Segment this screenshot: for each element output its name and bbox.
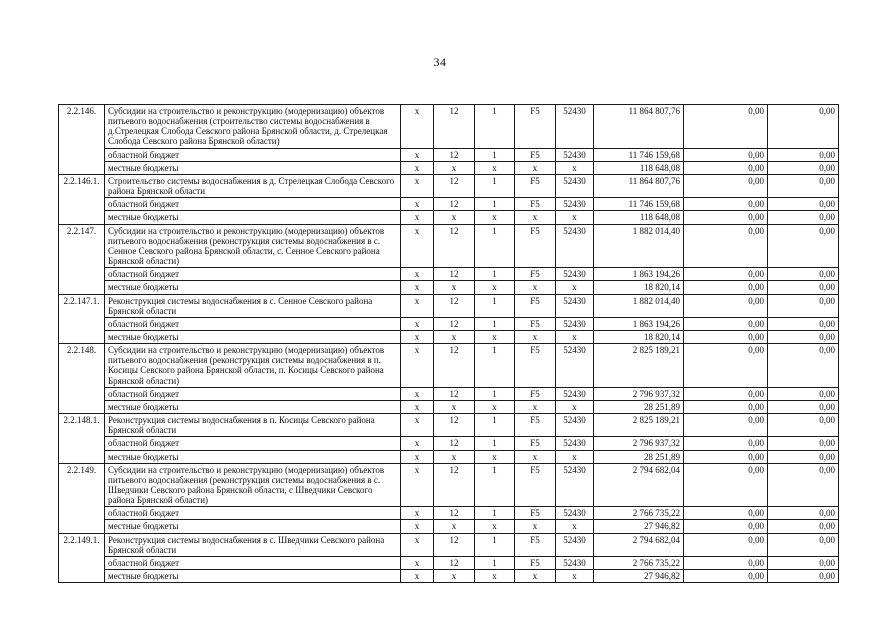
budget-column-3-cell: x: [475, 520, 515, 533]
budget-source-cell: областной бюджет: [105, 317, 401, 330]
budget-column-1-cell: x: [401, 520, 434, 533]
budget-source-cell: областной бюджет: [105, 387, 401, 400]
budget-column-4-cell: F5: [515, 268, 556, 281]
budget-column-4-cell: F5: [515, 463, 556, 507]
amount-year-2-cell: 0,00: [684, 317, 768, 330]
amount-cell: 2 766 735,22: [594, 556, 684, 569]
budget-column-4-cell: x: [515, 520, 556, 533]
budget-column-3-cell: 1: [475, 148, 515, 161]
budget-column-5-cell: 52430: [556, 414, 594, 437]
budget-column-2-cell: 12: [434, 414, 475, 437]
page-number: 34: [433, 55, 447, 69]
budget-source-cell: областной бюджет: [105, 268, 401, 281]
budget-column-5-cell: x: [556, 211, 594, 224]
table-row-item: [59, 105, 839, 149]
budget-column-2-cell: 12: [434, 317, 475, 330]
budget-column-1-cell: x: [401, 268, 434, 281]
amount-cell: 18 820,14: [594, 281, 684, 294]
amount-year-3-cell: 0,00: [768, 450, 839, 463]
amount-year-2-cell: 0,00: [684, 437, 768, 450]
budget-column-4-cell: x: [515, 450, 556, 463]
budget-column-3-cell: x: [475, 330, 515, 343]
amount-year-2-cell: 0,00: [684, 570, 768, 583]
budget-column-3-cell: 1: [475, 294, 515, 317]
amount-year-3-cell: 0,00: [768, 463, 839, 507]
amount-year-2-cell: 0,00: [684, 268, 768, 281]
item-code-cell: 2.2.149.: [59, 463, 105, 533]
budget-column-1-cell: x: [401, 507, 434, 520]
table-row-item: [59, 174, 839, 197]
table-row-item: [59, 294, 839, 317]
budget-column-1-cell: x: [401, 463, 434, 507]
table-row-budget-source: [59, 400, 839, 413]
amount-year-3-cell: 0,00: [768, 105, 839, 149]
amount-year-3-cell: 0,00: [768, 294, 839, 317]
budget-column-4-cell: F5: [515, 387, 556, 400]
budget-column-5-cell: 52430: [556, 533, 594, 556]
budget-column-1-cell: x: [401, 148, 434, 161]
budget-column-3-cell: 1: [475, 533, 515, 556]
amount-cell: 11 864 807,76: [594, 105, 684, 149]
amount-cell: 118 648,08: [594, 161, 684, 174]
table-row-budget-source: [59, 507, 839, 520]
amount-year-2-cell: 0,00: [684, 198, 768, 211]
amount-year-2-cell: 0,00: [684, 520, 768, 533]
budget-column-3-cell: x: [475, 450, 515, 463]
table-row-budget-source: [59, 317, 839, 330]
budget-column-5-cell: x: [556, 570, 594, 583]
budget-column-5-cell: 52430: [556, 148, 594, 161]
table-row-item: [59, 224, 839, 268]
budget-column-1-cell: x: [401, 174, 434, 197]
amount-cell: 1 882 014,40: [594, 294, 684, 317]
amount-year-2-cell: 0,00: [684, 533, 768, 556]
budget-column-2-cell: 12: [434, 437, 475, 450]
amount-year-2-cell: 0,00: [684, 330, 768, 343]
budget-column-2-cell: 12: [434, 224, 475, 268]
budget-column-2-cell: 12: [434, 294, 475, 317]
amount-year-3-cell: 0,00: [768, 556, 839, 569]
amount-year-3-cell: 0,00: [768, 344, 839, 388]
amount-year-2-cell: 0,00: [684, 174, 768, 197]
budget-column-4-cell: x: [515, 570, 556, 583]
budget-column-1-cell: x: [401, 450, 434, 463]
amount-year-2-cell: 0,00: [684, 344, 768, 388]
item-description-cell: Строительство системы водоснабжения в д. Стрелецкая Слобода Севского района Брянской области: [105, 174, 401, 197]
budget-column-3-cell: 1: [475, 414, 515, 437]
budget-source-cell: местные бюджеты: [105, 520, 401, 533]
item-code-cell: 2.2.146.: [59, 105, 105, 175]
budget-column-4-cell: F5: [515, 174, 556, 197]
amount-cell: 2 796 937,32: [594, 387, 684, 400]
budget-column-3-cell: x: [475, 161, 515, 174]
amount-cell: 1 882 014,40: [594, 224, 684, 268]
amount-cell: 27 946,82: [594, 520, 684, 533]
amount-year-2-cell: 0,00: [684, 507, 768, 520]
table-row-budget-source: [59, 161, 839, 174]
budget-column-1-cell: x: [401, 281, 434, 294]
budget-column-2-cell: x: [434, 520, 475, 533]
budget-column-5-cell: 52430: [556, 268, 594, 281]
amount-year-3-cell: 0,00: [768, 387, 839, 400]
amount-year-2-cell: 0,00: [684, 148, 768, 161]
amount-cell: 2 825 189,21: [594, 414, 684, 437]
amount-cell: 11 746 159,68: [594, 198, 684, 211]
table-row-budget-source: [59, 211, 839, 224]
budget-column-1-cell: x: [401, 330, 434, 343]
amount-year-3-cell: 0,00: [768, 400, 839, 413]
budget-column-5-cell: 52430: [556, 437, 594, 450]
budget-source-cell: областной бюджет: [105, 198, 401, 211]
amount-year-3-cell: 0,00: [768, 281, 839, 294]
budget-column-1-cell: x: [401, 224, 434, 268]
budget-column-5-cell: 52430: [556, 105, 594, 149]
budget-column-3-cell: 1: [475, 507, 515, 520]
budget-column-4-cell: F5: [515, 437, 556, 450]
budget-column-3-cell: x: [475, 281, 515, 294]
amount-year-2-cell: 0,00: [684, 556, 768, 569]
budget-column-2-cell: x: [434, 161, 475, 174]
amount-year-3-cell: 0,00: [768, 533, 839, 556]
budget-column-3-cell: 1: [475, 105, 515, 149]
budget-column-4-cell: F5: [515, 317, 556, 330]
budget-column-2-cell: x: [434, 570, 475, 583]
budget-column-2-cell: 12: [434, 268, 475, 281]
budget-column-1-cell: x: [401, 414, 434, 437]
budget-column-4-cell: x: [515, 330, 556, 343]
table-row-budget-source: [59, 570, 839, 583]
budget-column-4-cell: F5: [515, 148, 556, 161]
amount-year-2-cell: 0,00: [684, 294, 768, 317]
budget-column-1-cell: x: [401, 387, 434, 400]
budget-source-cell: областной бюджет: [105, 148, 401, 161]
table-row-item: [59, 533, 839, 556]
budget-source-cell: местные бюджеты: [105, 570, 401, 583]
budget-column-1-cell: x: [401, 570, 434, 583]
budget-column-1-cell: x: [401, 344, 434, 388]
budget-column-3-cell: x: [475, 400, 515, 413]
budget-column-4-cell: F5: [515, 533, 556, 556]
budget-column-2-cell: 12: [434, 533, 475, 556]
amount-year-3-cell: 0,00: [768, 507, 839, 520]
amount-year-3-cell: 0,00: [768, 330, 839, 343]
amount-cell: 11 864 807,76: [594, 174, 684, 197]
budget-column-1-cell: x: [401, 198, 434, 211]
amount-year-3-cell: 0,00: [768, 437, 839, 450]
table-row-budget-source: [59, 556, 839, 569]
budget-column-3-cell: 1: [475, 224, 515, 268]
budget-column-2-cell: 12: [434, 463, 475, 507]
item-description-cell: Реконструкция системы водоснабжения в с. Сенное Севского района Брянской области: [105, 294, 401, 317]
item-code-cell: 2.2.148.1.: [59, 414, 105, 464]
amount-cell: 27 946,82: [594, 570, 684, 583]
budget-column-5-cell: 52430: [556, 317, 594, 330]
amount-cell: 18 820,14: [594, 330, 684, 343]
amount-cell: 2 794 682,04: [594, 533, 684, 556]
budget-column-3-cell: 1: [475, 268, 515, 281]
budget-column-2-cell: 12: [434, 148, 475, 161]
amount-year-3-cell: 0,00: [768, 570, 839, 583]
budget-source-cell: местные бюджеты: [105, 330, 401, 343]
amount-year-2-cell: 0,00: [684, 463, 768, 507]
budget-source-cell: областной бюджет: [105, 437, 401, 450]
table-row-budget-source: [59, 387, 839, 400]
amount-cell: 28 251,89: [594, 450, 684, 463]
budget-column-4-cell: F5: [515, 294, 556, 317]
amount-year-2-cell: 0,00: [684, 400, 768, 413]
table-row-budget-source: [59, 268, 839, 281]
amount-cell: 2 766 735,22: [594, 507, 684, 520]
item-description-cell: Реконструкция системы водоснабжения в с. Шведчики Севского района Брянской области: [105, 533, 401, 556]
budget-column-1-cell: x: [401, 400, 434, 413]
budget-column-2-cell: x: [434, 330, 475, 343]
budget-column-4-cell: F5: [515, 344, 556, 388]
budget-column-5-cell: x: [556, 161, 594, 174]
item-code-cell: 2.2.147.: [59, 224, 105, 294]
budget-column-4-cell: x: [515, 161, 556, 174]
budget-column-3-cell: 1: [475, 344, 515, 388]
budget-column-4-cell: F5: [515, 198, 556, 211]
item-code-cell: 2.2.148.: [59, 344, 105, 414]
budget-column-5-cell: x: [556, 400, 594, 413]
budget-column-2-cell: x: [434, 281, 475, 294]
budget-column-1-cell: x: [401, 211, 434, 224]
budget-column-2-cell: x: [434, 211, 475, 224]
budget-column-4-cell: x: [515, 400, 556, 413]
budget-column-1-cell: x: [401, 556, 434, 569]
budget-column-1-cell: x: [401, 533, 434, 556]
amount-year-3-cell: 0,00: [768, 317, 839, 330]
amount-year-2-cell: 0,00: [684, 105, 768, 149]
budget-column-3-cell: 1: [475, 463, 515, 507]
table-row-item: [59, 414, 839, 437]
amount-cell: 2 825 189,21: [594, 344, 684, 388]
item-description-cell: Субсидии на строительство и реконструкцию (модернизацию) объектов питьевого водоснабжения (реконструкция системы водоснабжения в п. Косицы Севского района Брянской области, п. Косицы Севского района Брянской области): [105, 344, 401, 388]
budget-column-4-cell: F5: [515, 507, 556, 520]
budget-column-3-cell: x: [475, 211, 515, 224]
budget-column-3-cell: x: [475, 570, 515, 583]
budget-column-5-cell: x: [556, 281, 594, 294]
budget-column-3-cell: 1: [475, 317, 515, 330]
table-row-item: [59, 344, 839, 388]
budget-column-4-cell: x: [515, 281, 556, 294]
budget-column-5-cell: 52430: [556, 224, 594, 268]
amount-year-2-cell: 0,00: [684, 414, 768, 437]
amount-year-2-cell: 0,00: [684, 387, 768, 400]
amount-year-2-cell: 0,00: [684, 281, 768, 294]
budget-source-cell: местные бюджеты: [105, 161, 401, 174]
amount-year-3-cell: 0,00: [768, 520, 839, 533]
budget-column-5-cell: 52430: [556, 507, 594, 520]
amount-year-3-cell: 0,00: [768, 211, 839, 224]
budget-column-5-cell: 52430: [556, 344, 594, 388]
amount-cell: 2 796 937,32: [594, 437, 684, 450]
table-row-budget-source: [59, 437, 839, 450]
budget-column-2-cell: 12: [434, 387, 475, 400]
amount-cell: 118 648,08: [594, 211, 684, 224]
budget-column-2-cell: 12: [434, 198, 475, 211]
budget-column-2-cell: 12: [434, 174, 475, 197]
budget-column-4-cell: F5: [515, 414, 556, 437]
budget-source-cell: местные бюджеты: [105, 450, 401, 463]
budget-source-cell: местные бюджеты: [105, 281, 401, 294]
item-description-cell: Субсидии на строительство и реконструкцию (модернизацию) объектов питьевого водоснабжения (строительство системы водоснабжения в д.Стрелецкая Слобода Севского района Брянской области, д. Стрелецкая Слобода Севского района Брянской области): [105, 105, 401, 149]
budget-column-1-cell: x: [401, 437, 434, 450]
budget-column-1-cell: x: [401, 105, 434, 149]
table-row-budget-source: [59, 148, 839, 161]
amount-year-3-cell: 0,00: [768, 174, 839, 197]
budget-source-cell: областной бюджет: [105, 556, 401, 569]
item-code-cell: 2.2.146.1.: [59, 174, 105, 224]
budget-source-cell: местные бюджеты: [105, 211, 401, 224]
table-row-budget-source: [59, 520, 839, 533]
item-code-cell: 2.2.149.1.: [59, 533, 105, 583]
amount-year-3-cell: 0,00: [768, 224, 839, 268]
amount-year-3-cell: 0,00: [768, 414, 839, 437]
amount-year-2-cell: 0,00: [684, 224, 768, 268]
amount-year-3-cell: 0,00: [768, 268, 839, 281]
item-code-cell: 2.2.147.1.: [59, 294, 105, 344]
budget-column-4-cell: F5: [515, 224, 556, 268]
budget-column-2-cell: 12: [434, 105, 475, 149]
budget-column-4-cell: F5: [515, 105, 556, 149]
amount-cell: 11 746 159,68: [594, 148, 684, 161]
budget-column-2-cell: 12: [434, 507, 475, 520]
amount-cell: 1 863 194,26: [594, 317, 684, 330]
budget-column-5-cell: 52430: [556, 463, 594, 507]
budget-column-5-cell: x: [556, 520, 594, 533]
budget-table: [58, 104, 839, 583]
budget-column-3-cell: 1: [475, 556, 515, 569]
budget-column-5-cell: 52430: [556, 294, 594, 317]
amount-year-2-cell: 0,00: [684, 211, 768, 224]
amount-cell: 2 794 682,04: [594, 463, 684, 507]
amount-year-3-cell: 0,00: [768, 198, 839, 211]
budget-column-4-cell: F5: [515, 556, 556, 569]
table-row-budget-source: [59, 198, 839, 211]
budget-column-5-cell: x: [556, 450, 594, 463]
budget-column-2-cell: 12: [434, 556, 475, 569]
budget-source-cell: областной бюджет: [105, 507, 401, 520]
amount-cell: 28 251,89: [594, 400, 684, 413]
budget-column-1-cell: x: [401, 161, 434, 174]
amount-year-3-cell: 0,00: [768, 148, 839, 161]
table-row-budget-source: [59, 450, 839, 463]
amount-year-2-cell: 0,00: [684, 450, 768, 463]
item-description-cell: Субсидии на строительство и реконструкцию (модернизацию) объектов питьевого водоснабжения (реконструкция системы водоснабжения в с. Сенное Севского района Брянской области, с. Сенное Севского района Брянской области): [105, 224, 401, 268]
table-row-item: [59, 463, 839, 507]
budget-column-5-cell: 52430: [556, 174, 594, 197]
budget-table-body: [59, 105, 839, 583]
amount-year-2-cell: 0,00: [684, 161, 768, 174]
item-description-cell: Реконструкция системы водоснабжения в п. Косицы Севского района Брянской области: [105, 414, 401, 437]
budget-column-1-cell: x: [401, 317, 434, 330]
budget-column-2-cell: x: [434, 400, 475, 413]
item-description-cell: Субсидии на строительство и реконструкцию (модернизацию) объектов питьевого водоснабжения (реконструкция системы водоснабжения в с. Шведчики Севского района Брянской области, с Шведчики Севского района Брянской области): [105, 463, 401, 507]
budget-column-4-cell: x: [515, 211, 556, 224]
budget-column-3-cell: 1: [475, 437, 515, 450]
budget-source-cell: местные бюджеты: [105, 400, 401, 413]
budget-column-3-cell: 1: [475, 174, 515, 197]
budget-column-2-cell: 12: [434, 344, 475, 388]
budget-column-5-cell: x: [556, 330, 594, 343]
budget-column-3-cell: 1: [475, 198, 515, 211]
budget-column-1-cell: x: [401, 294, 434, 317]
table-row-budget-source: [59, 281, 839, 294]
amount-cell: 1 863 194,26: [594, 268, 684, 281]
amount-year-3-cell: 0,00: [768, 161, 839, 174]
budget-column-5-cell: 52430: [556, 198, 594, 211]
budget-column-5-cell: 52430: [556, 387, 594, 400]
budget-column-2-cell: x: [434, 450, 475, 463]
budget-column-3-cell: 1: [475, 387, 515, 400]
budget-column-5-cell: 52430: [556, 556, 594, 569]
table-row-budget-source: [59, 330, 839, 343]
